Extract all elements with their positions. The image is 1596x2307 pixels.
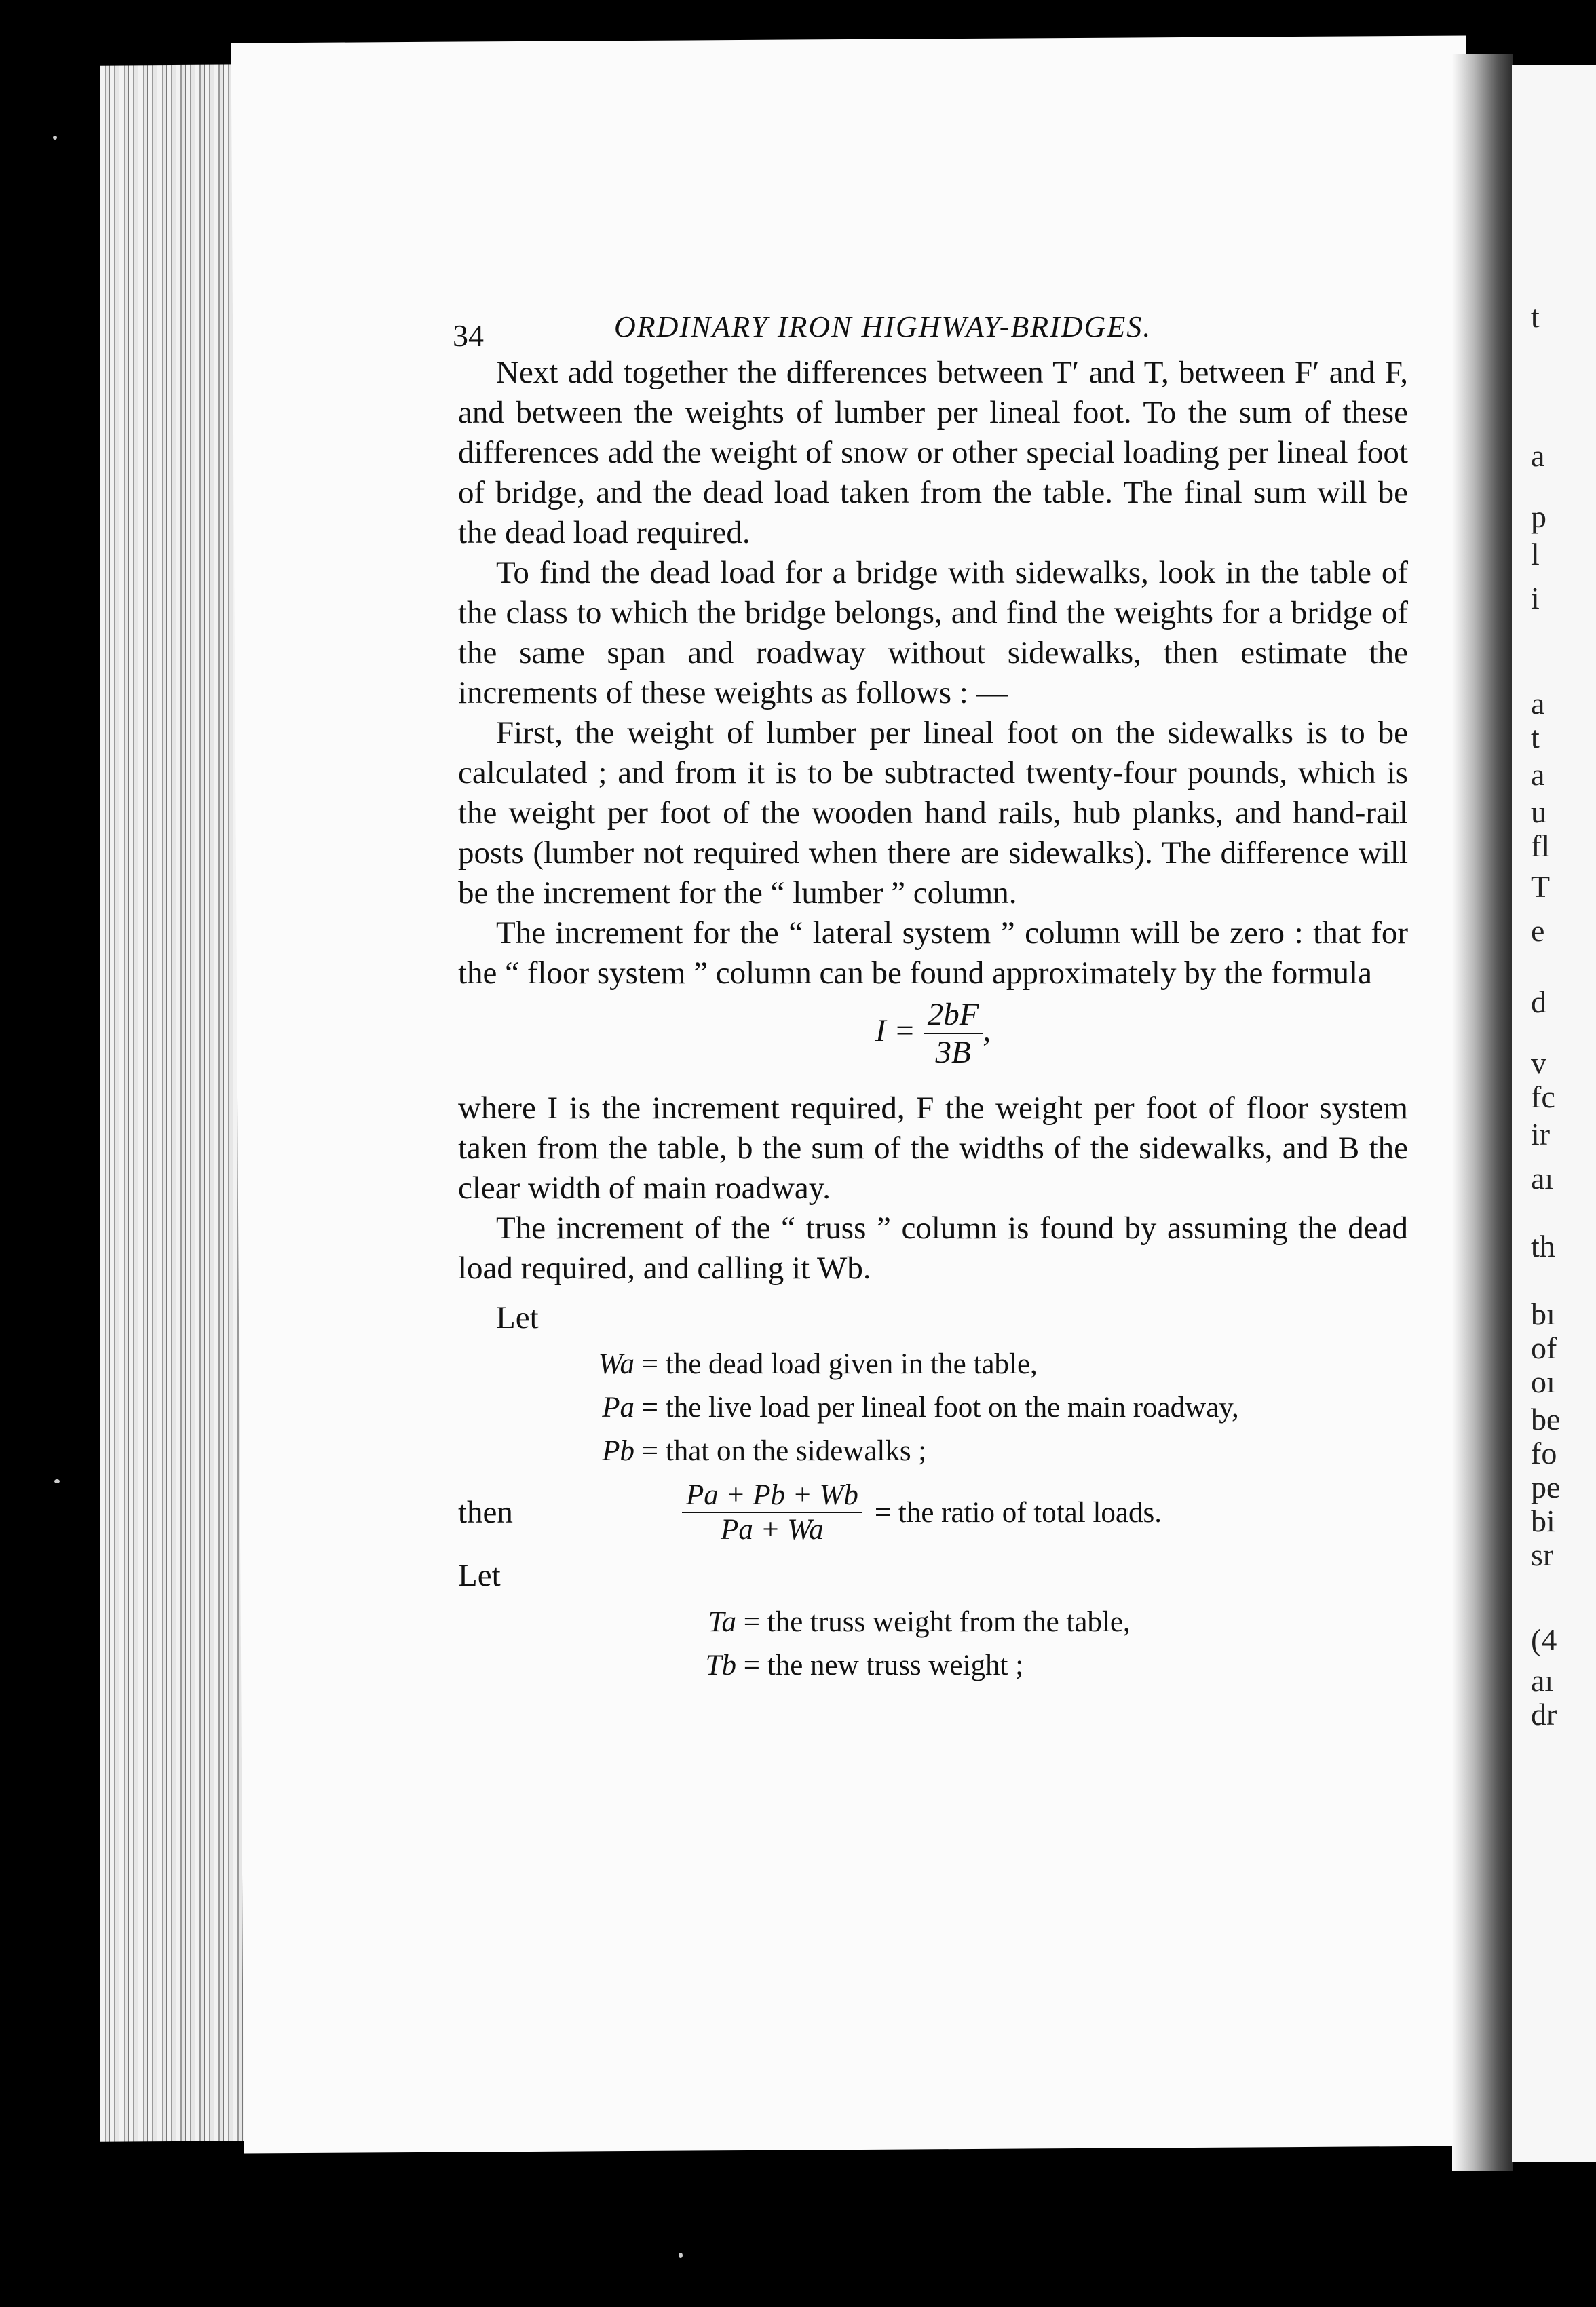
next-page-fragment: d [1531,985,1546,1019]
next-page-fragment: ir [1531,1117,1551,1151]
next-page-fragment: aı [1531,1663,1554,1698]
scan-speck [53,136,57,140]
definition-text: = the new truss weight ; [743,1650,1024,1681]
running-head [453,299,1408,353]
next-page-fragment: pe [1531,1470,1561,1504]
next-page-fragment: dr [1531,1697,1557,1732]
formula-lhs: I = [875,1012,915,1048]
ratio-fraction [682,1479,862,1546]
definition-text: = the dead load given in the table, [641,1348,1038,1380]
next-page-fragment: u [1531,795,1546,829]
then-label: then [458,1495,513,1530]
definition-text: = that on the sidewalks ; [641,1435,927,1467]
next-page-fragment: l [1531,537,1540,571]
next-page-fragment: fl [1531,828,1551,863]
ratio-numerator: Pa + Pb + Wb [682,1479,862,1513]
definition-row [587,1386,1408,1430]
formula-trail: , [983,1012,991,1048]
formula-denominator: 3B [935,1035,971,1070]
next-page-fragment: p [1531,499,1546,534]
paragraph-truss: The increment of the “ truss ” column is found by assuming the dead load required, and calling it Wb. [458,1210,1408,1286]
paragraph-lateral: The increment for the “ lateral system ” column will be zero : that for the “ floor system ” column can be found approximately by the formula [458,915,1408,991]
definitions-list-2 [696,1601,1408,1688]
body-text-2 [458,1088,1408,1289]
definition-symbol: Tb [705,1650,736,1681]
definition-symbol: Pa [602,1392,634,1424]
next-page-fragment: bi [1531,1504,1555,1538]
scan-speck [679,2253,683,2258]
next-page-fragment: v [1531,1046,1546,1080]
definition-row [587,1343,1408,1386]
page-number: 34 [453,318,484,353]
page-content [453,299,1408,1688]
next-page-fragment: e [1531,913,1545,948]
next-page-fragment: (4 [1531,1622,1557,1657]
gutter-shadow [1452,54,1513,2171]
next-page-fragment: a [1531,438,1545,473]
paragraph-lumber: First, the weight of lumber per lineal foot on the sidewalks is to be calculated ; and from it is to be subtracted twenty-four pounds, which is the weight per foot of the wooden hand rails, hub planks, and hand-rail posts (lumber not required when there are sidewalks). The difference will be the increment for the “ lumber ” column. [458,715,1408,911]
formula-fraction [924,996,983,1071]
ratio-description: = the ratio of total loads. [874,1496,1162,1529]
paragraph-dead-load: Next add together the differences between T′ and T, between F′ and F, and between the weights of lumber per lineal foot. To the sum of these differences add the weight of snow or other special loading per lineal foot of bridge, and the dead load taken from the table. The final sum will be the dead load required. [458,355,1408,550]
next-page-fragment: fo [1531,1436,1557,1470]
body-text-1 [458,353,1408,993]
definition-symbol: Pb [602,1435,634,1467]
let-label-2: Let [458,1558,501,1593]
next-page-fragment: fc [1531,1080,1555,1114]
scan-speck [54,1479,60,1483]
page-edge-stack [100,64,250,2142]
next-page-fragment: a [1531,757,1545,792]
next-page-fragment: aı [1531,1161,1554,1196]
definition-text: = the truss weight from the table, [743,1606,1130,1638]
definition-row [696,1644,1408,1688]
next-page-edge [1512,65,1596,2162]
next-page-fragment: T [1531,869,1551,904]
definition-row [587,1430,1408,1473]
formula-increment [458,996,1408,1071]
definition-symbol: Wa [598,1348,634,1380]
ratio-denominator: Pa + Wa [721,1514,824,1546]
running-title: ORDINARY IRON HIGHWAY-BRIDGES. [614,310,1152,343]
definition-symbol: Ta [708,1606,736,1638]
next-page-fragment: bı [1531,1297,1555,1331]
let-label: Let [496,1300,539,1335]
next-page-fragment: oı [1531,1365,1555,1399]
definition-row [696,1601,1408,1644]
formula-numerator: 2bF [924,996,983,1034]
formula-ratio-row [458,1479,1408,1546]
next-page-fragment: t [1531,299,1540,334]
next-page-fragment: i [1531,581,1540,615]
paragraph-sidewalks: To find the dead load for a bridge with sidewalks, look in the table of the class to which the bridge belongs, and find the weights for a bridge of the same span and roadway without sidewalks, then estimate the increments of these weights as follows : — [458,555,1408,710]
next-page-fragment: a [1531,686,1545,721]
next-page-fragment: t [1531,720,1540,755]
paragraph-where: where I is the increment required, F the weight per foot of floor system taken from the table, b the sum of the widths of the sidewalks, and B the clear width of main roadway. [458,1090,1408,1206]
next-page-fragment: th [1531,1229,1555,1263]
definitions-list-1 [587,1343,1408,1473]
definition-text: = the live load per lineal foot on the main roadway, [641,1392,1239,1424]
next-page-fragment: sr [1531,1538,1554,1572]
next-page-fragment: of [1531,1331,1557,1365]
next-page-fragment: be [1531,1402,1561,1436]
